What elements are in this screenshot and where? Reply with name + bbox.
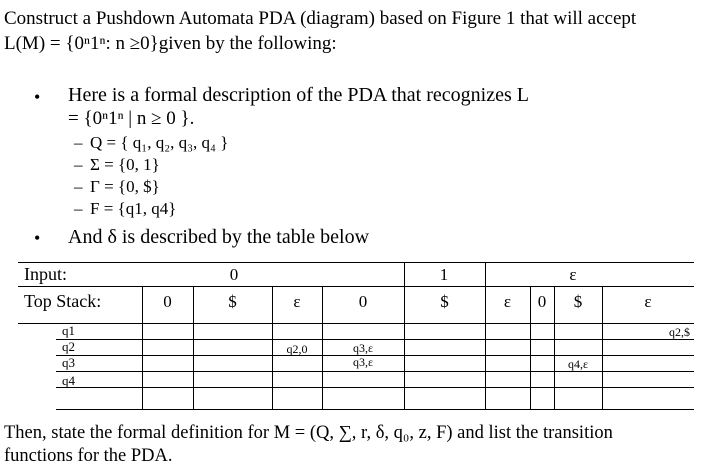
bullet-marker: • — [34, 228, 41, 248]
stack-header: ε — [293, 292, 301, 311]
sub-marker: – — [74, 155, 83, 174]
sub-item-gamma: Γ = {0, $} — [90, 177, 160, 196]
sub-marker: – — [74, 199, 83, 218]
sub-item-f: F = {q1, q4} — [90, 199, 177, 218]
state-q1: q1 — [62, 323, 75, 338]
outro-line-2: functions for the PDA. — [4, 446, 173, 466]
stack-header: $ — [573, 292, 583, 311]
state-q3: q3 — [62, 355, 75, 370]
sub-item-q: Q = { q₁, q₂, q₃, q₄ } — [90, 133, 229, 152]
intro-text — [4, 6, 636, 56]
state-q2: q2 — [62, 339, 75, 354]
input-header-0: 0 — [229, 265, 239, 284]
entry-q2-0-eps: q2,0 — [286, 342, 308, 356]
stack-header: ε — [644, 292, 652, 311]
input-header-eps: ε — [569, 265, 577, 284]
entry-q1-eps-eps: q2,$ — [669, 325, 690, 339]
sub-item-sigma: Σ = {0, 1} — [90, 155, 160, 174]
bullet-2: And δ is described by the table below — [68, 226, 370, 248]
stack-header: 0 — [163, 292, 172, 311]
stack-header: $ — [228, 292, 237, 311]
top-stack-label: Top Stack: — [24, 291, 102, 311]
input-header-1: 1 — [439, 265, 449, 284]
entry-q2-1-0: q3,ε — [352, 341, 374, 355]
intro-line-2: L(M) = {0ⁿ1ⁿ: n ≥0}given by the following: — [4, 33, 337, 54]
stack-header: ε — [503, 292, 512, 311]
outro-line-1: Then, state the formal definition for M = (Q, ∑, r, δ, q₀, z, F) and list the transition — [4, 423, 613, 443]
outro-text — [4, 422, 613, 468]
input-label: Input: — [24, 264, 67, 284]
stack-header: $ — [440, 292, 449, 311]
intro-line-1: Construct a Pushdown Automata PDA (diagram) based on Figure 1 that will accept — [4, 8, 637, 29]
state-q4: q4 — [62, 373, 75, 388]
entry-q3-1-0: q3,ε — [352, 355, 374, 369]
entry-q3-eps-dollar: q4,ε — [567, 357, 589, 371]
sub-marker: – — [74, 133, 83, 152]
sub-marker: – — [74, 177, 83, 196]
bullet-marker: • — [34, 87, 41, 107]
stack-header: 0 — [537, 292, 547, 311]
bullet-1-line-1: Here is a formal description of the PDA that recognizes L — [68, 84, 529, 106]
stack-header: 0 — [358, 292, 368, 311]
bullet-1-line-2: = {0ⁿ1ⁿ | n ≥ 0 }. — [68, 108, 195, 129]
